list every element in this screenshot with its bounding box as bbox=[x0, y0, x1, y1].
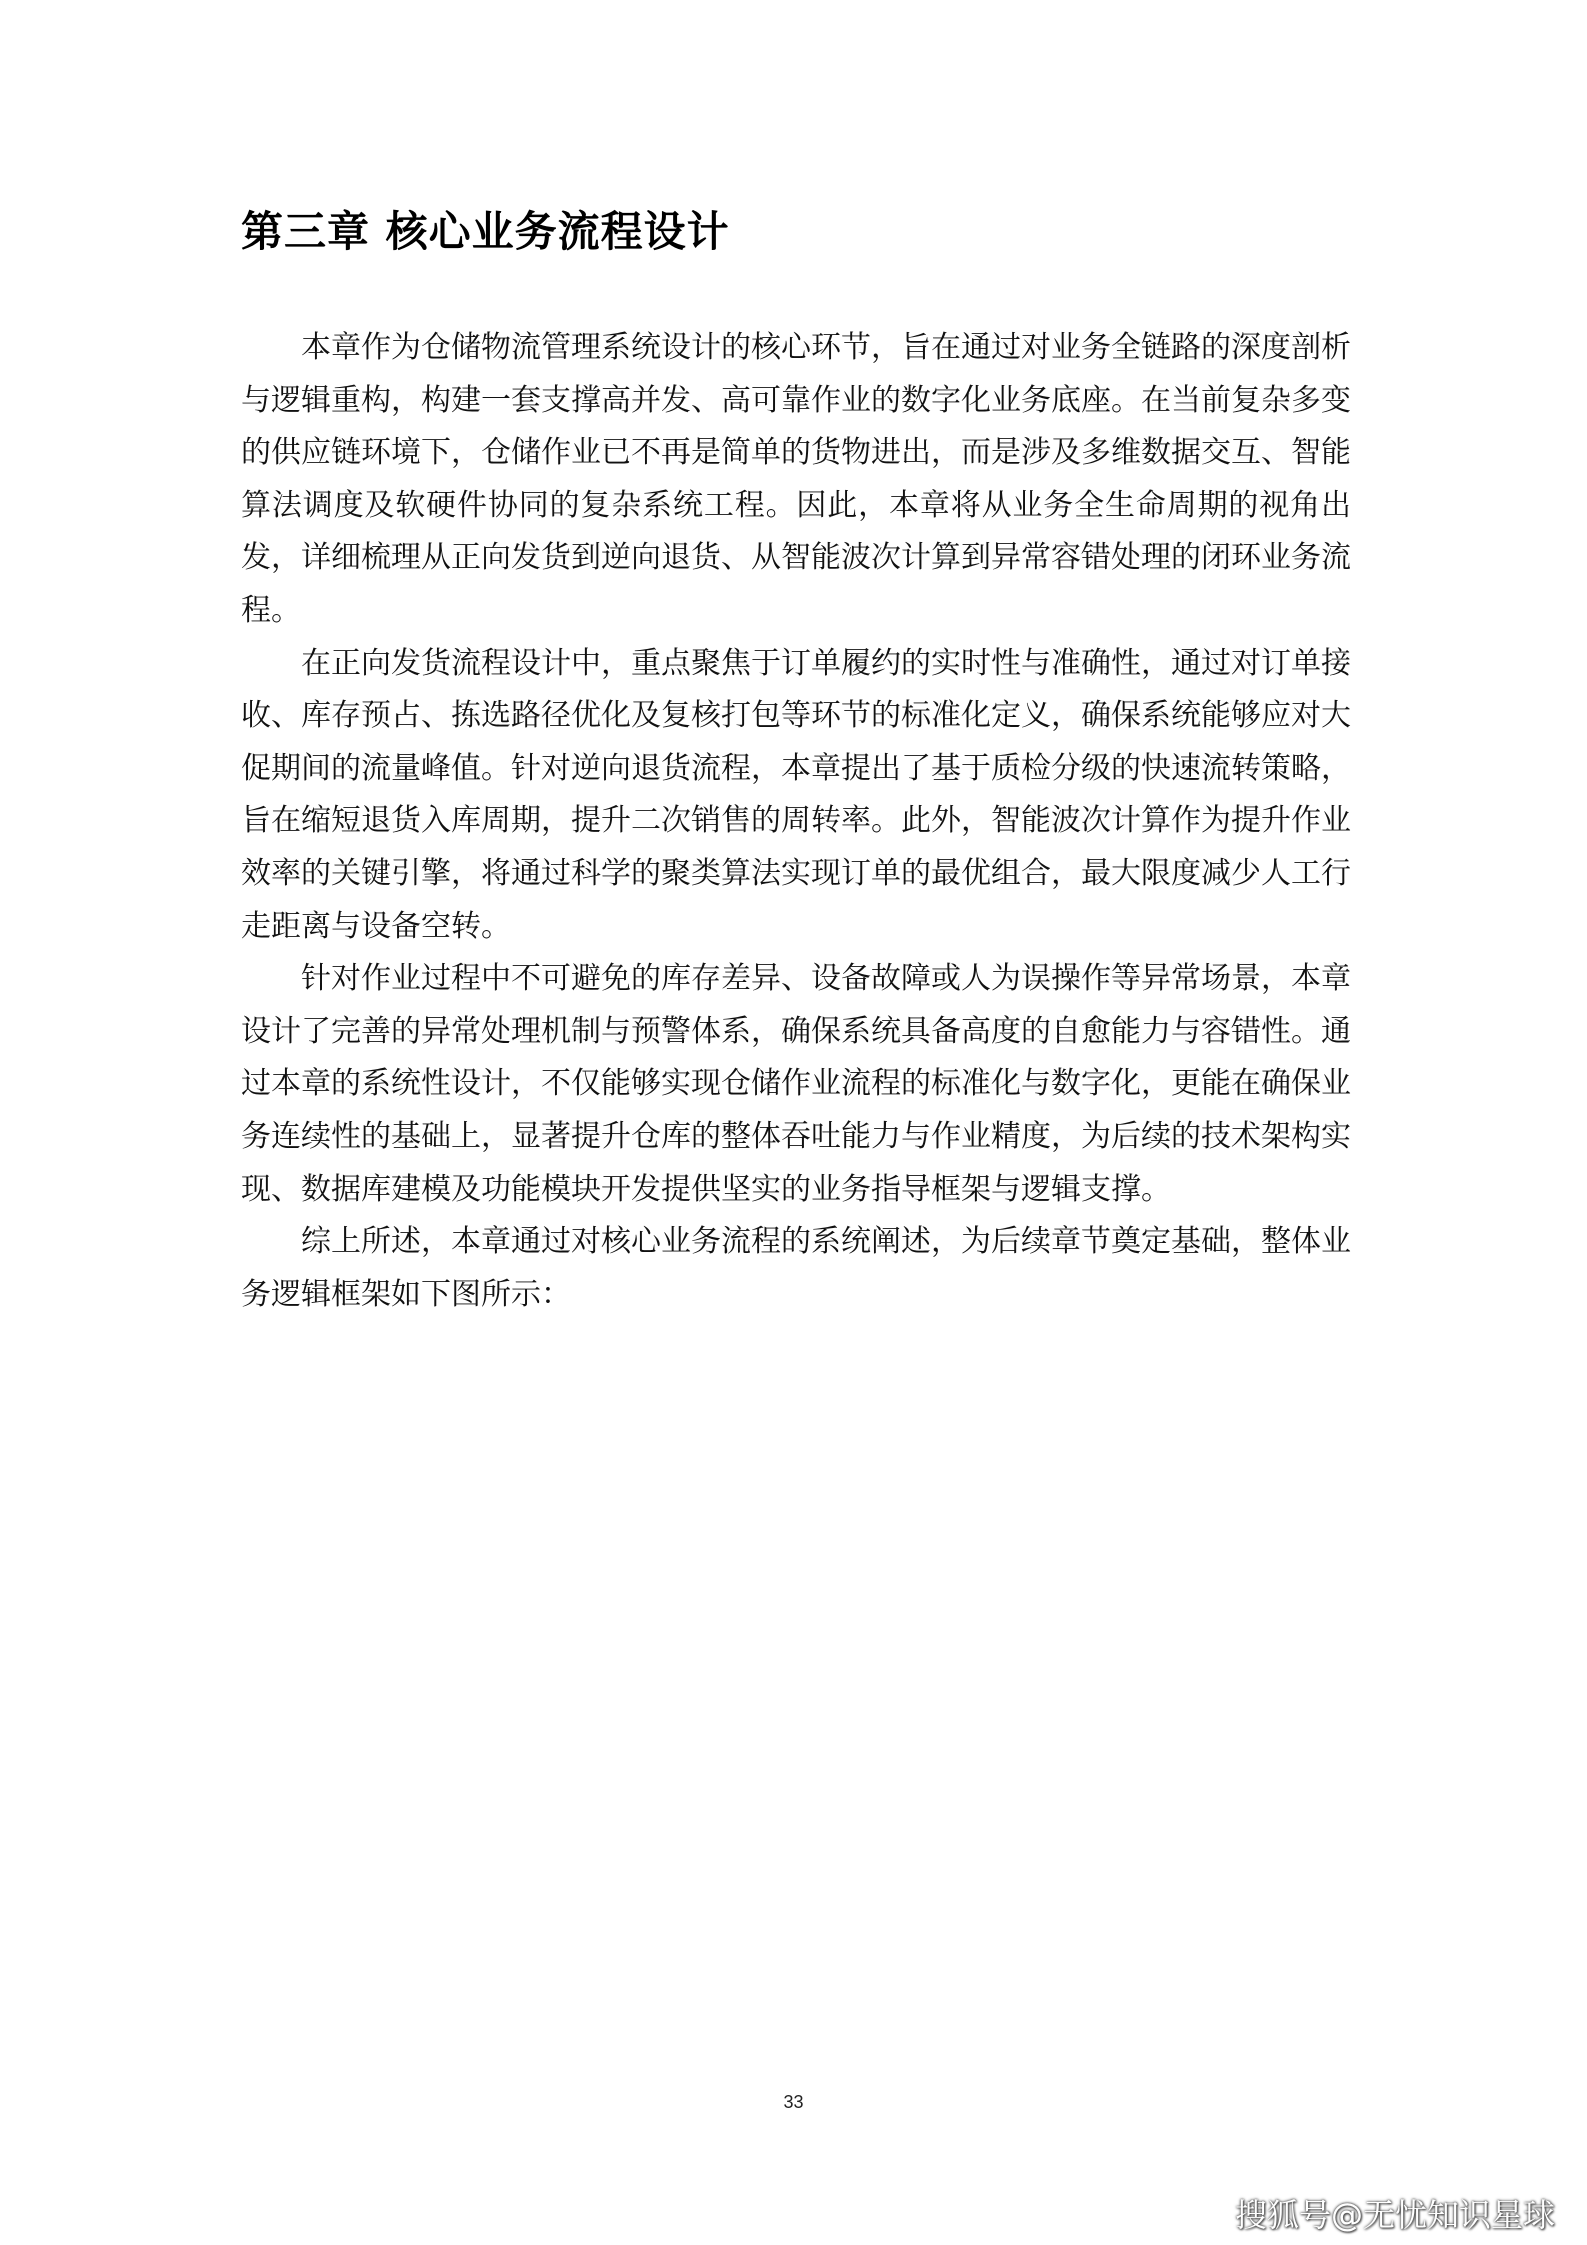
chapter-title: 第三章 核心业务流程设计 bbox=[241, 207, 730, 256]
paragraph-forward-flow: 在正向发货流程设计中，重点聚焦于订单履约的实时性与准确性，通过对订单接收、库存预占、拣选路径优化及复核打包等环节的标准化定义，确保系统能够应对大促期间的流量峰值。针对逆向退货流程，本章提出了基于质检分级的快速流转策略，旨在缩短退货入库周期，提升二次销售的周转率。此外，智能波次计算作为提升作业效率的关键引擎，将通过科学的聚类算法实现订单的最优组合，最大限度减少人工行走距离与设备空转。 bbox=[241, 645, 1351, 944]
paragraph-summary: 综上所述，本章通过对核心业务流程的系统阐述，为后续章节奠定基础，整体业务逻辑框架如下图所示： bbox=[241, 1224, 1351, 1312]
watermark: 搜狐号@无忧知识星球 bbox=[1234, 2196, 1555, 2234]
body-text bbox=[241, 322, 1351, 1321]
page-number: 33 bbox=[783, 2092, 804, 2112]
paragraph-exception-handling: 针对作业过程中不可避免的库存差异、设备故障或人为误操作等异常场景，本章设计了完善的异常处理机制与预警体系，确保系统具备高度的自愈能力与容错性。通过本章的系统性设计，不仅能够实现仓储作业流程的标准化与数字化，更能在确保业务连续性的基础上，显著提升仓库的整体吞吐能力与作业精度，为后续的技术架构实现、数据库建模及功能模块开发提供坚实的业务指导框架与逻辑支撑。 bbox=[241, 961, 1351, 1207]
paragraph-intro: 本章作为仓储物流管理系统设计的核心环节，旨在通过对业务全链路的深度剖析与逻辑重构，构建一套支撑高并发、高可靠作业的数字化业务底座。在当前复杂多变的供应链环境下，仓储作业已不再是简单的货物进出，而是涉及多维数据交互、智能算法调度及软硬件协同的复杂系统工程。因此，本章将从业务全生命周期的视角出发，详细梳理从正向发货到逆向退货、从智能波次计算到异常容错处理的闭环业务流程。 bbox=[241, 330, 1351, 628]
